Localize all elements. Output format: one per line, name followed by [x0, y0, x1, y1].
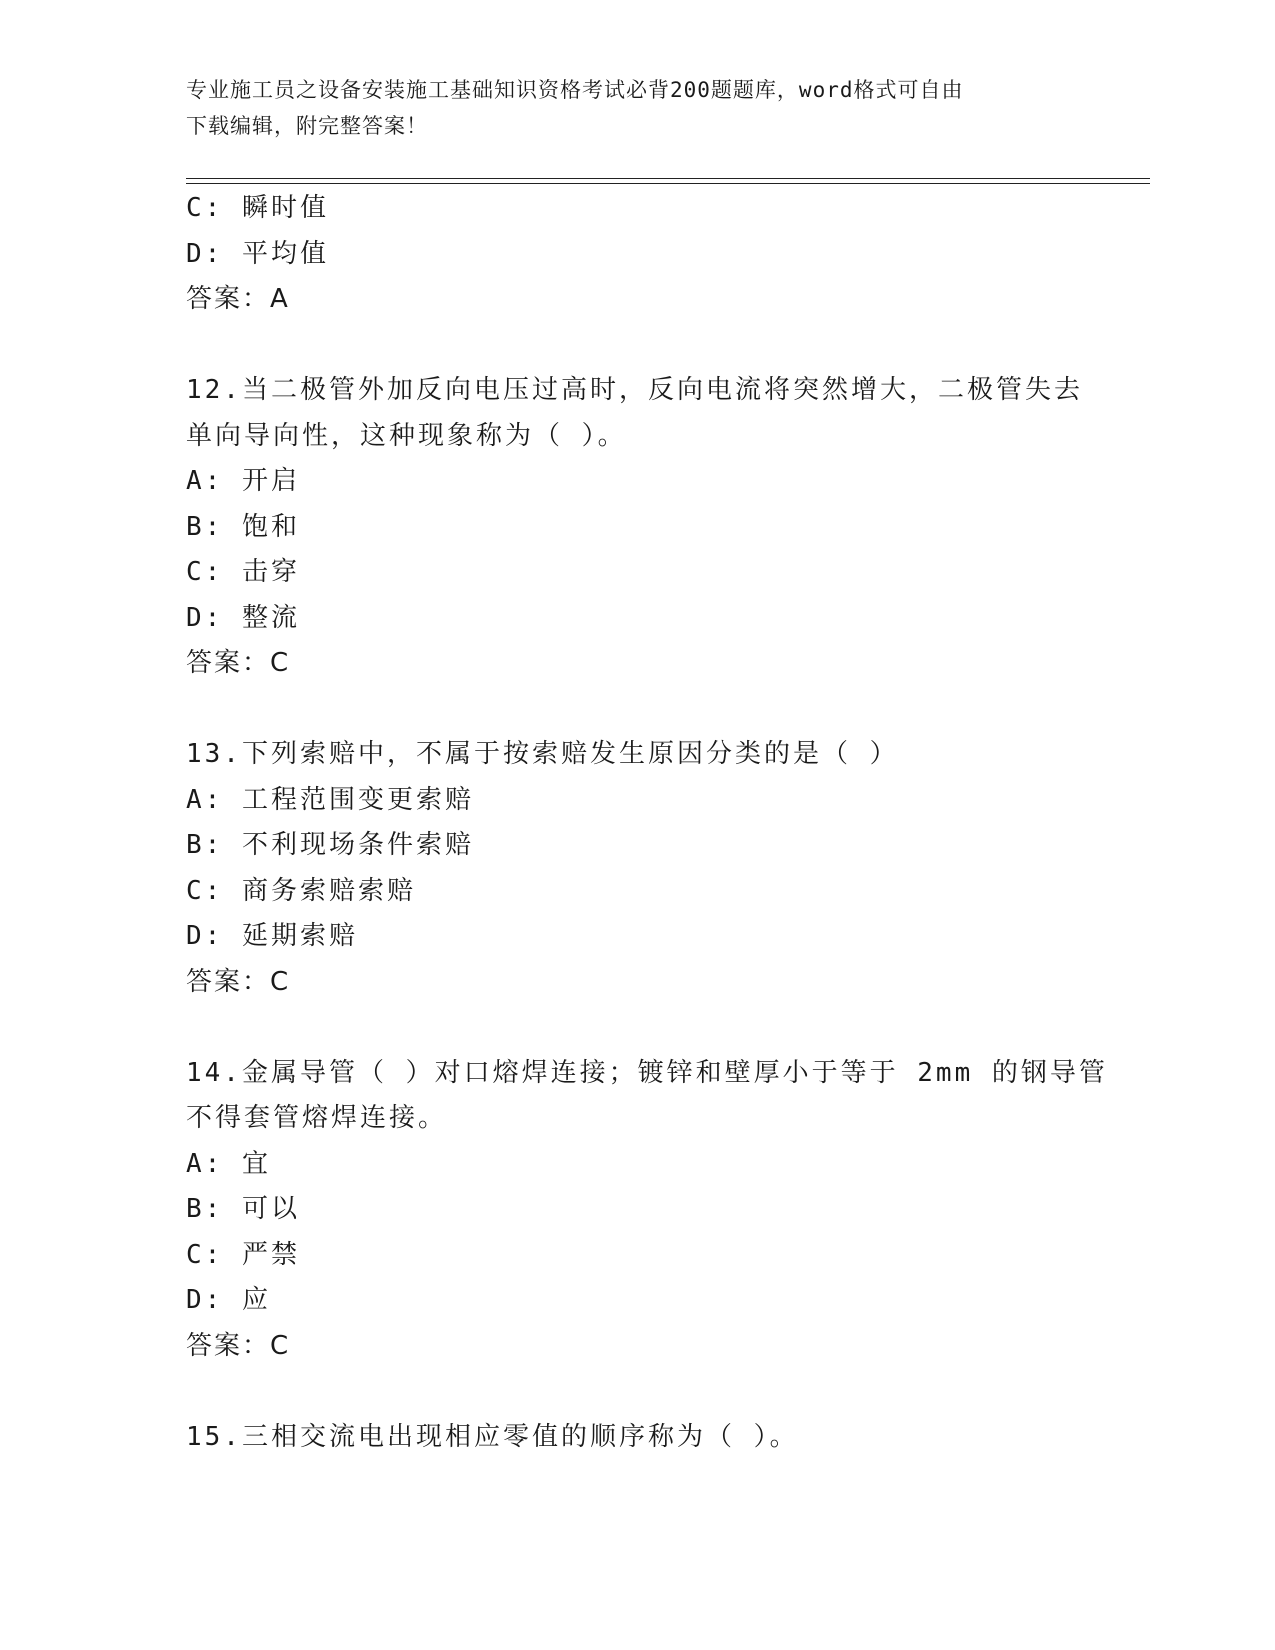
- answer: 答案：C: [186, 1330, 291, 1361]
- question-text: 14.金属导管（ ）对口熔焊连接；镀锌和壁厚小于等于 2mm 的钢导管: [186, 1057, 1108, 1088]
- option-c: C: 击穿: [186, 557, 300, 587]
- header-line-2: 下载编辑，附完整答案！: [186, 114, 428, 138]
- answer: 答案：A: [186, 284, 290, 314]
- option-c: C: 瞬时值: [186, 193, 329, 223]
- question-11-tail: [186, 186, 1066, 323]
- question-text-cont: 不得套管熔焊连接。: [186, 1103, 448, 1133]
- question-text: 15.三相交流电出现相应零值的顺序称为（ ）。: [186, 1421, 799, 1452]
- option-b: B: 饱和: [186, 511, 300, 542]
- question-list: [186, 186, 1108, 1460]
- question-12: [186, 368, 1083, 687]
- option-d: D: 平均值: [186, 238, 329, 269]
- answer: 答案：C: [186, 966, 291, 997]
- option-d: D: 应: [186, 1285, 271, 1315]
- question-text: 12.当二极管外加反向电压过高时，反向电流将突然增大，二极管失去: [186, 375, 1083, 405]
- question-14: [186, 1051, 1108, 1370]
- option-b: B: 可以: [186, 1194, 300, 1224]
- option-c: C: 商务索赔索赔: [186, 875, 416, 906]
- question-15: [186, 1415, 1066, 1461]
- option-d: D: 延期索赔: [186, 921, 358, 951]
- document-header: [186, 72, 1086, 144]
- option-b: B: 不利现场条件索赔: [186, 830, 474, 860]
- option-c: C: 严禁: [186, 1239, 300, 1270]
- option-d: D: 整流: [186, 602, 300, 633]
- option-a: A: 宜: [186, 1148, 271, 1179]
- question-13: [186, 732, 1066, 1005]
- header-divider-bottom: [186, 183, 1150, 184]
- option-a: A: 开启: [186, 466, 300, 496]
- header-divider-top: [186, 178, 1150, 179]
- answer: 答案：C: [186, 648, 291, 678]
- question-text-cont: 单向导向性，这种现象称为（ ）。: [186, 420, 627, 451]
- header-line-1: 专业施工员之设备安装施工基础知识资格考试必背200题题库，word格式可自由: [186, 78, 964, 102]
- option-a: A: 工程范围变更索赔: [186, 784, 474, 815]
- question-text: 13.下列索赔中，不属于按索赔发生原因分类的是（ ）: [186, 739, 899, 769]
